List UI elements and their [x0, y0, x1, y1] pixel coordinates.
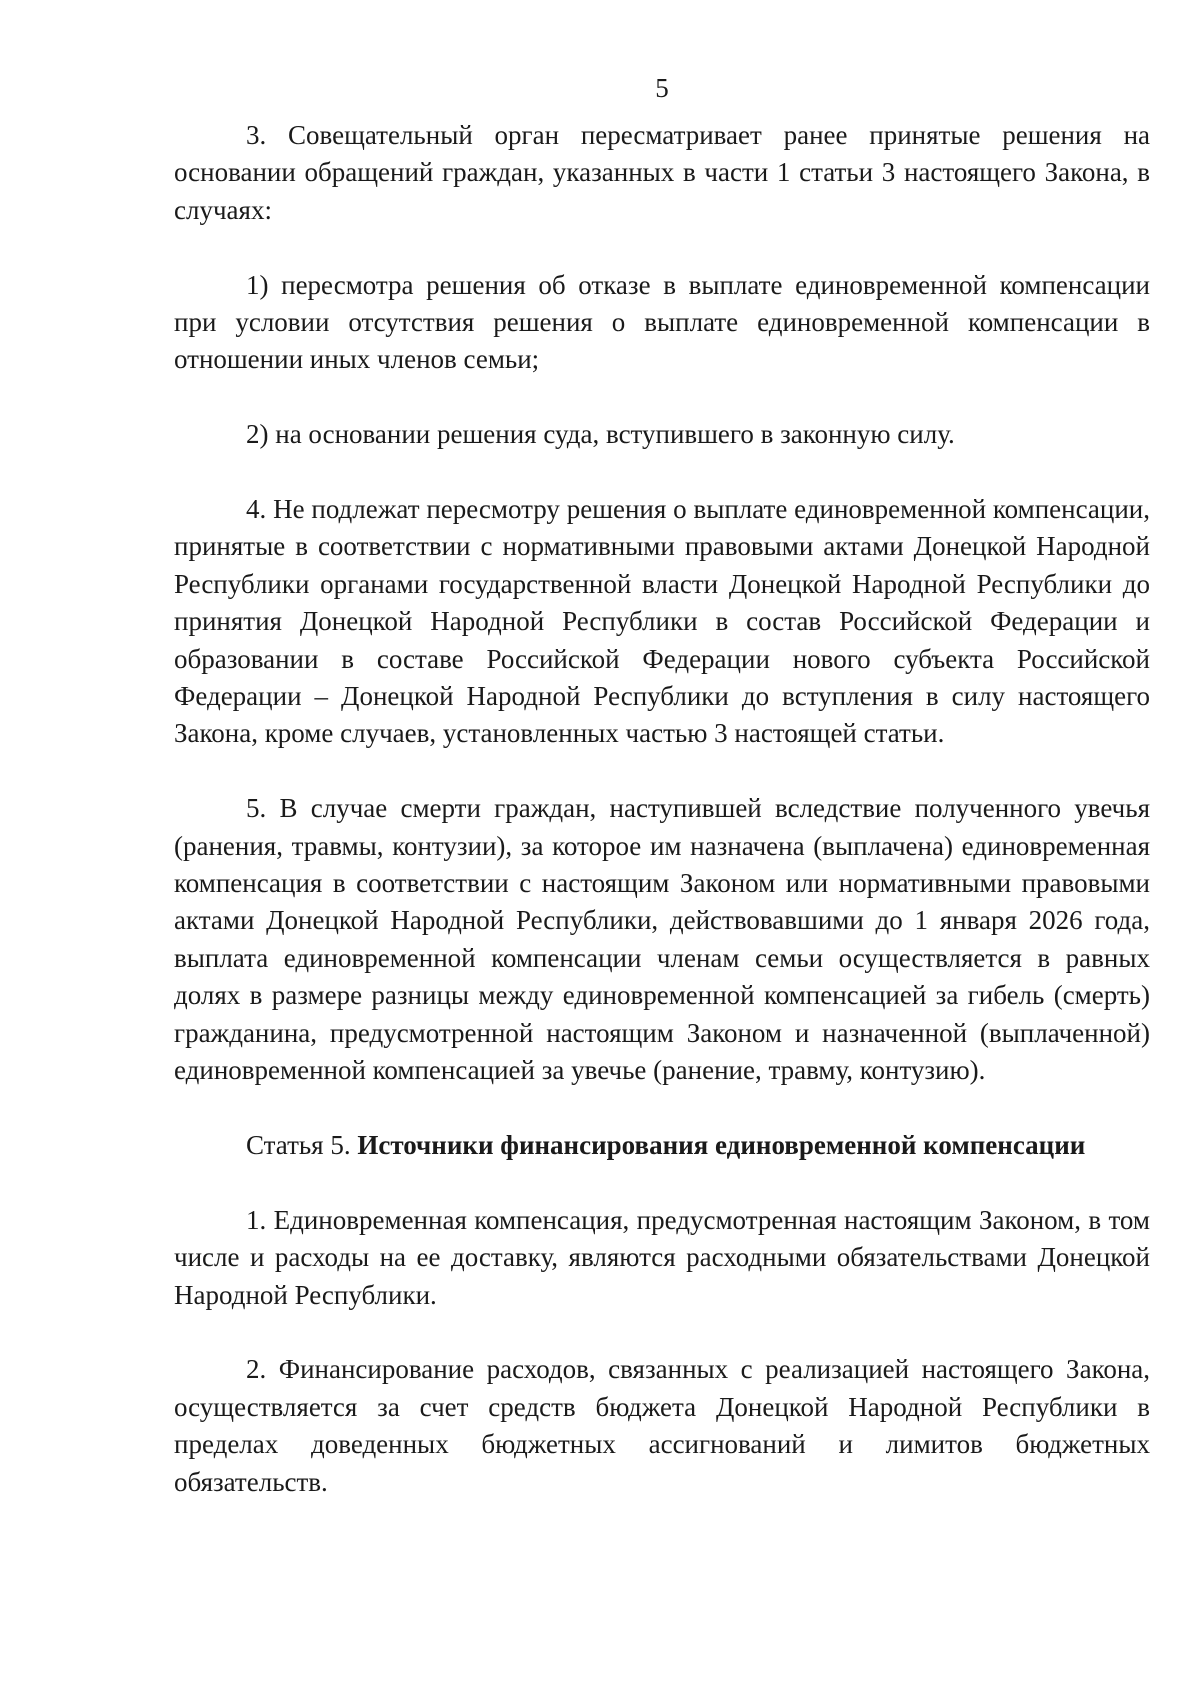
paragraph-part-3: 3. Совещательный орган пересматривает ранее принятые решения на основании обращений граждан, указанных в части 1 статьи 3 настоящего Закона, в случаях: — [174, 120, 1150, 225]
article-heading — [174, 1127, 1150, 1164]
article-title: Источники финансирования единовременной компенсации — [357, 1129, 1086, 1160]
paragraph-part-5: 5. В случае смерти граждан, наступившей вследствие полученного увечья (ранения, травмы, контузии), за которое им назначена (выплачена) единовременная компенсация в соответствии с настоящим Законом или нормативными правовыми актами Донецкой Народной Республики, действовавшими до 1 января 2026 года, выплата единовременной компенсации членам семьи осуществляется в равных долях в размере разницы между единовременной компенсацией за гибель (смерть) гражданина, предусмотренной настоящим Законом и назначенной (выплаченной) единовременной компенсацией за увечье (ранение, травму, контузию). — [174, 793, 1150, 1086]
article5-paragraph-2: 2. Финансирование расходов, связанных с реализацией настоящего Закона, осуществляется за счет средств бюджета Донецкой Народной Республики в пределах доведенных бюджетных ассигнований и лимитов бюджетных обязательств. — [174, 1354, 1150, 1497]
paragraph-part-4: 4. Не подлежат пересмотру решения о выплате единовременной компенсации, принятые в соответствии с нормативными правовыми актами Донецкой Народной Республики органами государственной власти Донецкой Народной Республики до принятия Донецкой Народной Республики в состав Российской Федерации и образовании в составе Российской Федерации нового субъекта Российской Федерации – Донецкой Народной Республики до вступления в силу настоящего Закона, кроме случаев, установленных частью 3 настоящей статьи. — [174, 494, 1150, 749]
paragraph-item-1: 1) пересмотра решения об отказе в выплате единовременной компенсации при условии отсутствия решения о выплате единовременной компенсации в отношении иных членов семьи; — [174, 269, 1150, 375]
paragraph-item-2: 2) на основании решения суда, вступившего в законную силу. — [246, 419, 955, 450]
document-body — [174, 117, 1150, 1538]
article5-paragraph-1: 1. Единовременная компенсация, предусмотренная настоящим Законом, в том числе и расходы на ее доставку, являются расходными обязательствами Донецкой Народной Республики. — [174, 1204, 1150, 1310]
article-prefix: Статья 5. — [246, 1129, 358, 1160]
page-number: 5 — [655, 73, 669, 103]
